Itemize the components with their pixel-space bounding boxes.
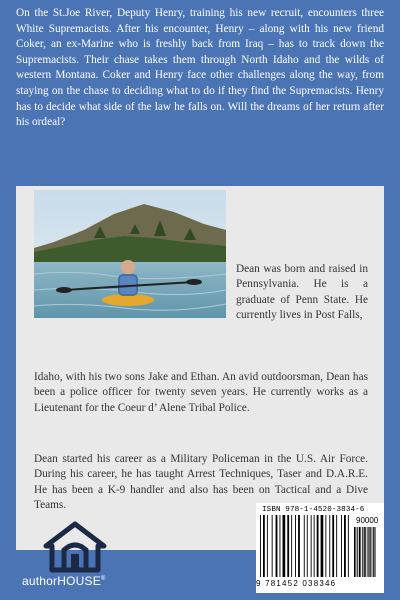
author-career-paragraph: Dean started his career as a Military Policeman in the U.S. Air Force. During his career, he has taught Arrest Techniques, Taser and D.A.R.E. He has been a K-9 handler and also has been on Tactical and a Dive Teams. xyxy=(34,453,368,512)
publisher-name: authorHOUSE® xyxy=(22,574,106,588)
kayak-photo-illustration xyxy=(34,190,226,318)
price-code: 90000 xyxy=(356,516,379,525)
barcode-bars xyxy=(260,515,380,579)
isbn-label: ISBN 978-1-4520-3834-6 xyxy=(262,506,365,514)
author-bio-continued: Idaho, with his two sons Jake and Ethan. An avid outdoorsman, Dean has been a police officer for twenty seven years. He currently works as a Lieutenant for the Coeur d’ Alene Tribal Police. xyxy=(34,371,368,414)
back-cover-blurb: On the St.Joe River, Deputy Henry, training his new recruit, encounters three White Supremacists. After his encounter, Henry – along with his new friend Coker, an ex-Marine who is freshly back from Iraq – has to track down the Supremacists. Their chase takes them through North Idaho and the wilds of western Montana. Coker and Henry face other challenges along the way, from staying on the chase to deciding what to do if they find the Supremacists. Henry has to decide what side of the law he falls on. Will the dreams of her return after his ordeal? xyxy=(16,7,384,129)
authorhouse-logo-icon xyxy=(40,520,110,580)
isbn-barcode xyxy=(256,503,384,593)
author-panel xyxy=(16,186,384,550)
author-kayak-photo xyxy=(34,190,226,318)
barcode-digits: 9 781452 038346 xyxy=(256,579,337,588)
author-bio-intro: Dean was born and raised in Pennsylvania. He is a graduate of Penn State. He currently lives in Post Falls, xyxy=(236,263,368,322)
